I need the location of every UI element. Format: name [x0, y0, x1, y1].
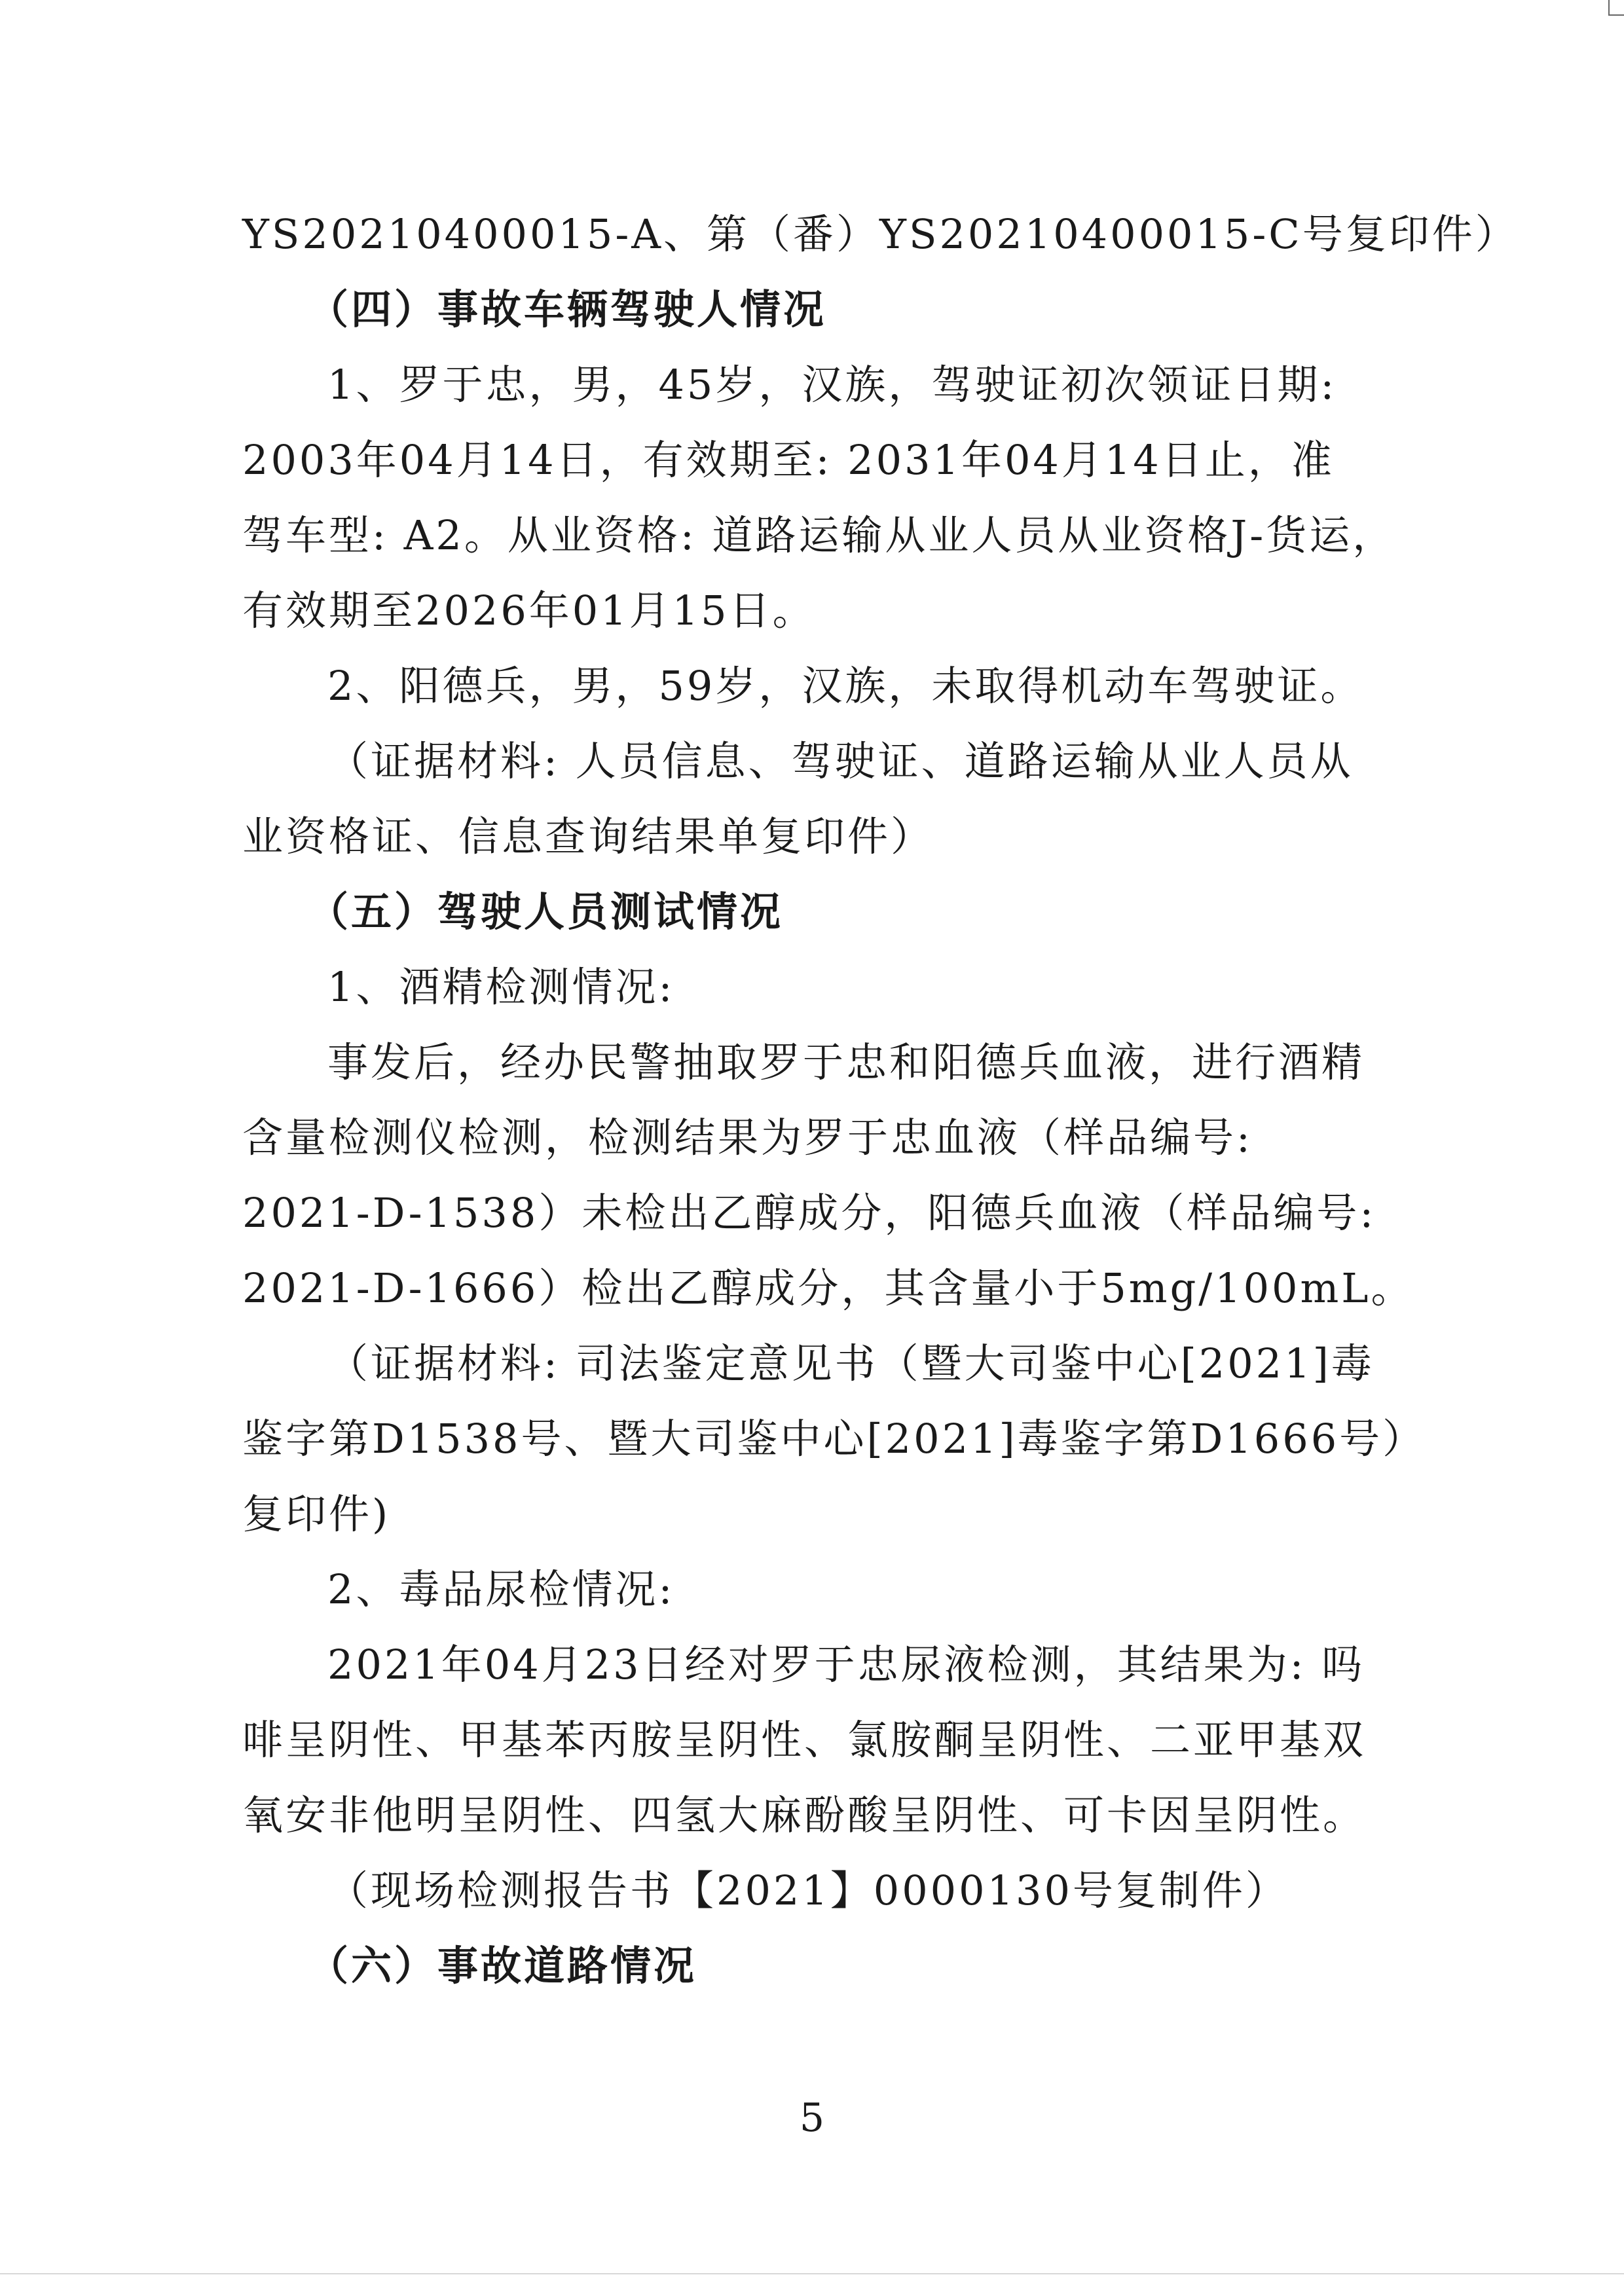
body-line: 有效期至2026年01月15日。: [242, 587, 816, 634]
body-line: 2、阳德兵，男，59岁，汉族，未取得机动车驾驶证。: [327, 662, 1364, 710]
scan-corner-mark: [1608, 0, 1624, 16]
body-line: 驾车型: A2。从业资格: 道路运输从业人员从业资格J-货运，: [242, 511, 1396, 559]
scan-bottom-edge: [0, 2273, 1624, 2274]
body-line: （现场检测报告书【2021】0000130号复制件）: [327, 1867, 1289, 1914]
section-heading-4: （四）事故车辆驾驶人情况: [308, 285, 827, 333]
body-line: 鉴字第D1538号、暨大司鉴中心[2021]毒鉴字第D1666号）: [242, 1415, 1426, 1463]
section-heading-5: （五）驾驶人员测试情况: [308, 888, 784, 936]
body-line: 复印件): [242, 1490, 391, 1538]
body-line: （证据材料: 司法鉴定意见书（暨大司鉴中心[2021]毒: [327, 1339, 1375, 1387]
body-line: 2、毒品尿检情况:: [327, 1565, 675, 1613]
body-line: 2021-D-1538）未检出乙醇成分，阳德兵血液（样品编号:: [242, 1189, 1376, 1237]
body-line: （证据材料: 人员信息、驾驶证、道路运输从业人员从: [327, 737, 1354, 785]
body-line-evidence-ref: YS20210400015-A、第（番）YS20210400015-C号复印件）: [242, 210, 1519, 258]
body-line: 含量检测仪检测，检测结果为罗于忠血液（样品编号:: [242, 1114, 1253, 1161]
body-line: 业资格证、信息查询结果单复印件）: [242, 812, 934, 860]
body-line: 1、罗于忠，男，45岁，汉族，驾驶证初次领证日期:: [327, 361, 1337, 409]
section-heading-6: （六）事故道路情况: [308, 1942, 697, 1990]
body-line: 1、酒精检测情况:: [327, 963, 675, 1011]
body-line: 事发后，经办民警抽取罗于忠和阳德兵血液，进行酒精: [327, 1038, 1365, 1086]
body-line: 2003年04月14日，有效期至: 2031年04月14日止，准: [242, 436, 1335, 484]
body-line: 2021年04月23日经对罗于忠尿液检测，其结果为: 吗: [327, 1641, 1365, 1688]
body-line: 2021-D-1666）检出乙醇成分，其含量小于5mg/100mL。: [242, 1264, 1414, 1312]
body-line: 啡呈阴性、甲基苯丙胺呈阴性、氯胺酮呈阴性、二亚甲基双: [242, 1716, 1367, 1764]
page-number: 5: [799, 2095, 825, 2141]
body-line: 氧安非他明呈阴性、四氢大麻酚酸呈阴性、可卡因呈阴性。: [242, 1791, 1367, 1839]
